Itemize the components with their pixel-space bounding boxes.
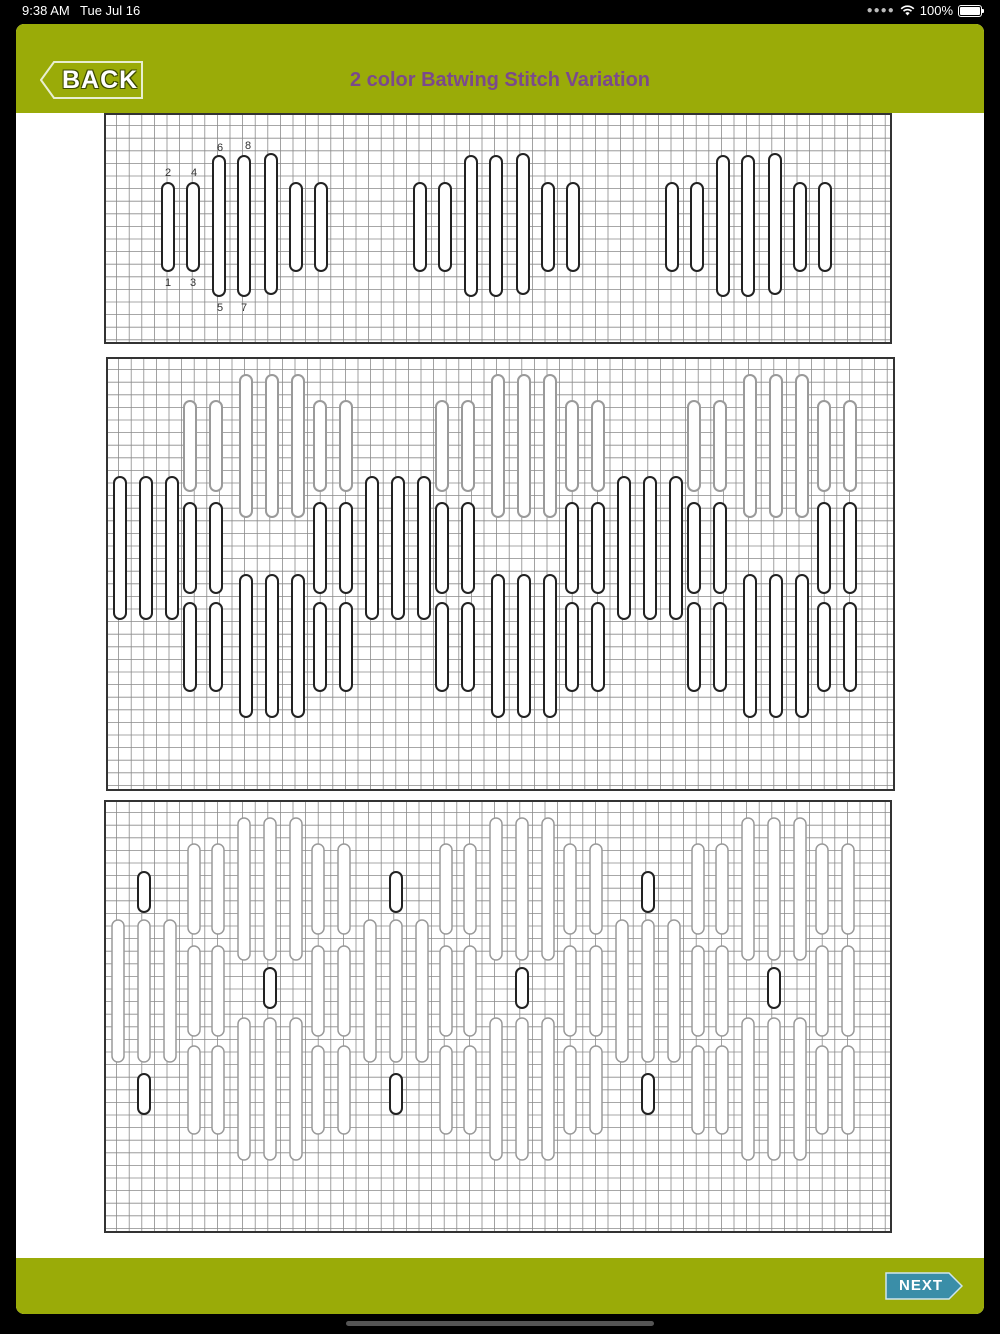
stitch-mark [184, 603, 196, 691]
stitch-mark [542, 183, 554, 271]
stitch-mark [464, 844, 476, 934]
stitch-number-top: 2 [164, 167, 172, 179]
stitch-mark [440, 946, 452, 1036]
stitch-mark [440, 1046, 452, 1134]
stitch-mark [818, 401, 830, 491]
stitch-mark [518, 375, 530, 517]
stitch-mark [390, 920, 402, 1062]
stitch-mark [462, 401, 474, 491]
stitch-number-top: 8 [244, 140, 252, 152]
stitch-mark [818, 503, 830, 593]
stitch-mark [642, 872, 654, 912]
stitch-mark [816, 844, 828, 934]
stitch-mark [688, 603, 700, 691]
stitch-mark [210, 603, 222, 691]
stitch-mark [264, 818, 276, 960]
stitch-mark [187, 183, 199, 271]
stitch-mark [188, 844, 200, 934]
back-label: BACK [62, 66, 139, 94]
stitch-mark [314, 603, 326, 691]
stitch-mark [618, 477, 630, 619]
stitch-mark [138, 920, 150, 1062]
stitch-mark [140, 477, 152, 619]
stitch-mark [542, 818, 554, 960]
stitch-mark [794, 183, 806, 271]
stitch-mark [668, 920, 680, 1062]
stitch-mark [566, 603, 578, 691]
next-button[interactable] [885, 1272, 963, 1300]
stitch-mark [464, 946, 476, 1036]
stitch-mark [818, 603, 830, 691]
stitch-mark [414, 183, 426, 271]
stitch-mark [590, 1046, 602, 1134]
stitch-mark [213, 156, 225, 296]
stitch-mark [770, 575, 782, 717]
stitch-mark [796, 375, 808, 517]
stitch-mark [184, 503, 196, 593]
stitch-mark [592, 401, 604, 491]
stitch-mark [312, 844, 324, 934]
stitch-mark [544, 375, 556, 517]
stitch-mark [564, 844, 576, 934]
stitch-mark [114, 477, 126, 619]
stitch-mark [564, 1046, 576, 1134]
stitch-mark [212, 1046, 224, 1134]
stitch-mark [266, 375, 278, 517]
stitch-mark [816, 1046, 828, 1134]
stitch-mark [240, 375, 252, 517]
stitch-mark [844, 603, 856, 691]
stitch-mark [162, 183, 174, 271]
stitch-mark [742, 818, 754, 960]
stitch-mark [390, 872, 402, 912]
header-bar [16, 24, 984, 113]
stitch-mark [314, 503, 326, 593]
status-right [867, 3, 982, 18]
stitch-mark [642, 1074, 654, 1114]
stitch-mark [544, 575, 556, 717]
stitch-mark [644, 477, 656, 619]
stitch-mark [418, 477, 430, 619]
stitch-mark [566, 401, 578, 491]
stitch-mark [210, 401, 222, 491]
stitch-mark [188, 946, 200, 1036]
stitch-mark [440, 844, 452, 934]
stitch-mark [166, 477, 178, 619]
stitch-mark [819, 183, 831, 271]
stitch-mark [692, 1046, 704, 1134]
stitch-mark [592, 503, 604, 593]
stitch-mark [138, 1074, 150, 1114]
stitch-mark [292, 375, 304, 517]
stitch-mark [436, 503, 448, 593]
stitch-mark [796, 575, 808, 717]
stitch-number-bottom: 3 [189, 277, 197, 289]
stitch-mark [164, 920, 176, 1062]
stitch-mark [436, 603, 448, 691]
stitch-number-top: 4 [190, 167, 198, 179]
stitch-mark [816, 946, 828, 1036]
stitch-mark [492, 575, 504, 717]
stitch-mark [390, 1074, 402, 1114]
stitch-mark [844, 503, 856, 593]
stitch-mark [392, 477, 404, 619]
stitch-mark [768, 968, 780, 1008]
stitch-mark [312, 946, 324, 1036]
stitch-mark [212, 946, 224, 1036]
stitch-mark [642, 920, 654, 1062]
stitch-mark [264, 968, 276, 1008]
stitch-mark [714, 401, 726, 491]
wifi-icon [900, 5, 915, 16]
stitch-mark [338, 946, 350, 1036]
stitch-mark [490, 156, 502, 296]
stitch-mark [364, 920, 376, 1062]
stitch-mark [842, 1046, 854, 1134]
stitch-mark [439, 183, 451, 271]
status-time: 9:38 AM [22, 3, 70, 18]
cellular-dots-icon: ●●●● [866, 5, 895, 16]
stitch-mark [516, 818, 528, 960]
stitch-mark [688, 401, 700, 491]
stitch-mark [312, 1046, 324, 1134]
stitch-mark [338, 1046, 350, 1134]
stitch-mark [340, 503, 352, 593]
stitch-mark [238, 156, 250, 296]
stitch-mark [542, 1018, 554, 1160]
stitch-mark [338, 844, 350, 934]
next-label: NEXT [899, 1277, 944, 1294]
stitch-mark [212, 844, 224, 934]
stitch-mark [592, 603, 604, 691]
stitch-mark [290, 818, 302, 960]
stitch-mark [340, 401, 352, 491]
stitch-diagram-basic [104, 113, 892, 344]
footer-bar [16, 1258, 984, 1314]
stitch-mark [518, 575, 530, 717]
stitch-mark [416, 920, 428, 1062]
status-date: Tue Jul 16 [80, 3, 141, 18]
stitch-mark [716, 1046, 728, 1134]
stitch-mark [616, 920, 628, 1062]
stitch-number-bottom: 1 [164, 277, 172, 289]
stitch-mark [566, 503, 578, 593]
stitch-mark [184, 401, 196, 491]
stitch-mark [769, 154, 781, 294]
stitch-number-top: 6 [216, 142, 224, 154]
stitch-mark [590, 946, 602, 1036]
status-bar [0, 0, 1000, 24]
stitch-mark [492, 375, 504, 517]
stitch-mark [112, 920, 124, 1062]
stitch-mark [265, 154, 277, 294]
stitch-mark [462, 603, 474, 691]
stitch-mark [742, 156, 754, 296]
stitch-number-bottom: 5 [216, 302, 224, 314]
stitch-mark [517, 154, 529, 294]
content-area [16, 113, 984, 1258]
stitch-mark [490, 1018, 502, 1160]
stitch-mark [490, 818, 502, 960]
battery-percent: 100% [919, 3, 953, 18]
app-window [16, 24, 984, 1314]
stitch-mark [590, 844, 602, 934]
stitch-mark [744, 375, 756, 517]
stitch-mark [290, 183, 302, 271]
battery-icon [958, 5, 982, 17]
stitch-mark [744, 575, 756, 717]
stitch-mark [794, 818, 806, 960]
stitch-mark [138, 872, 150, 912]
stitch-mark [691, 183, 703, 271]
stitch-mark [768, 818, 780, 960]
stitch-mark [340, 603, 352, 691]
stitch-mark [436, 401, 448, 491]
stitch-mark [567, 183, 579, 271]
stitch-mark [716, 946, 728, 1036]
stitch-mark [188, 1046, 200, 1134]
stitch-mark [716, 844, 728, 934]
stitch-mark [462, 503, 474, 593]
page-title: 2 color Batwing Stitch Variation [349, 69, 651, 91]
stitch-mark [842, 946, 854, 1036]
home-indicator [346, 1321, 654, 1326]
stitch-mark [670, 477, 682, 619]
stitch-mark [564, 946, 576, 1036]
stitch-mark [266, 575, 278, 717]
stitch-mark [770, 375, 782, 517]
stitch-diagram-pattern [106, 357, 895, 791]
stitch-mark [742, 1018, 754, 1160]
stitch-mark [516, 968, 528, 1008]
stitch-mark [692, 946, 704, 1036]
stitch-mark [210, 503, 222, 593]
stitch-mark [714, 503, 726, 593]
stitch-mark [264, 1018, 276, 1160]
stitch-mark [844, 401, 856, 491]
stitch-mark [717, 156, 729, 296]
stitch-mark [315, 183, 327, 271]
stitch-mark [842, 844, 854, 934]
stitch-mark [238, 1018, 250, 1160]
stitch-mark [794, 1018, 806, 1160]
stitch-mark [238, 818, 250, 960]
stitch-diagram-two-color [104, 800, 892, 1233]
stitch-mark [688, 503, 700, 593]
stitch-mark [516, 1018, 528, 1160]
stitch-mark [314, 401, 326, 491]
stitch-number-bottom: 7 [240, 302, 248, 314]
stitch-mark [465, 156, 477, 296]
stitch-mark [292, 575, 304, 717]
stitch-mark [666, 183, 678, 271]
stitch-mark [692, 844, 704, 934]
stitch-mark [290, 1018, 302, 1160]
stitch-mark [714, 603, 726, 691]
stitch-mark [768, 1018, 780, 1160]
stitch-mark [464, 1046, 476, 1134]
stitch-mark [240, 575, 252, 717]
stitch-mark [366, 477, 378, 619]
